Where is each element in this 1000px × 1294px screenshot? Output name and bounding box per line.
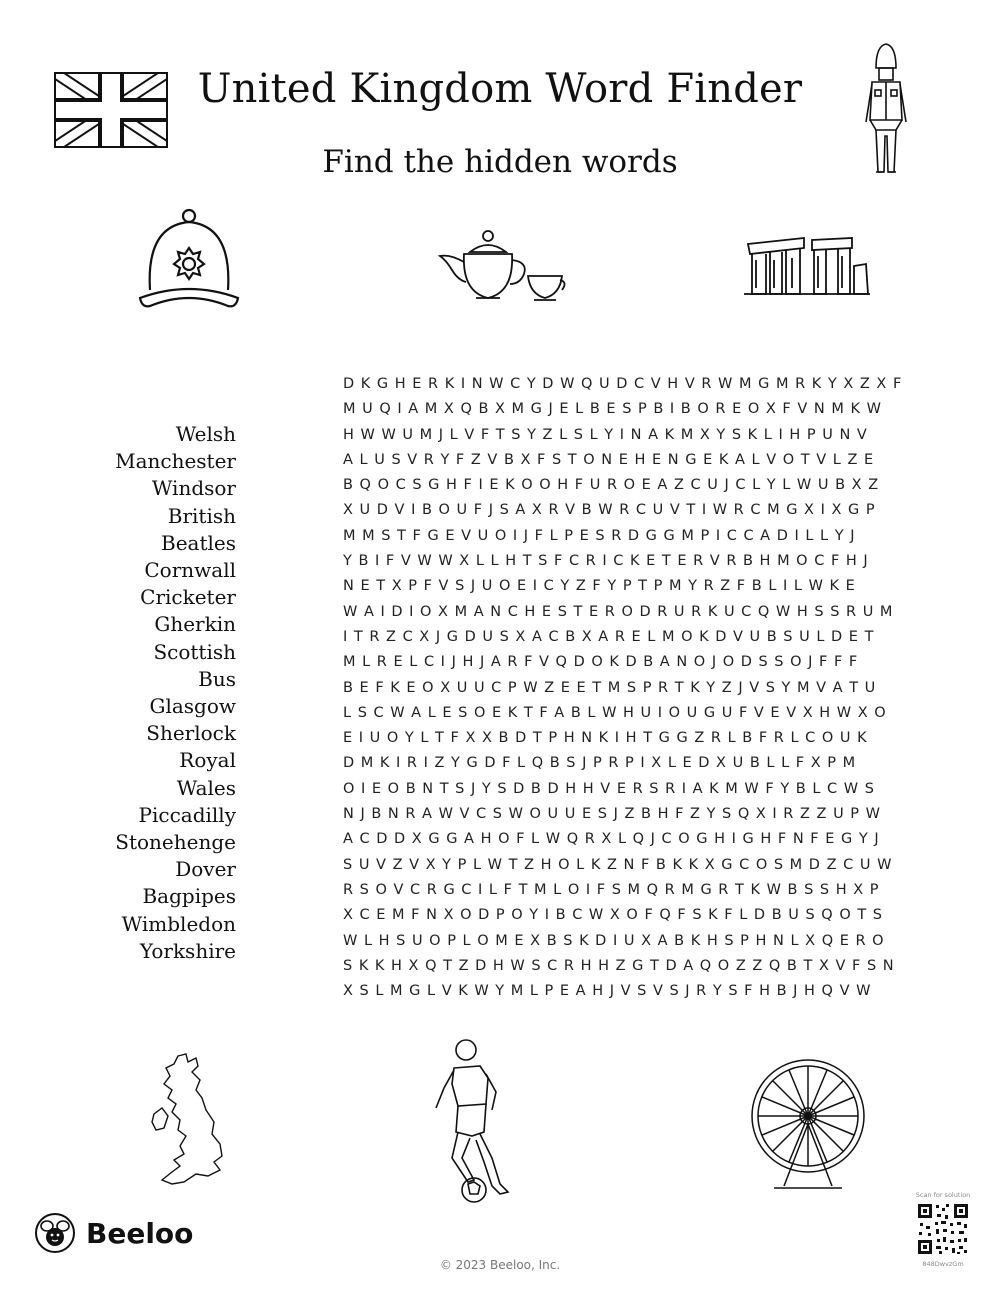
copyright: © 2023 Beeloo, Inc. — [439, 1258, 561, 1272]
word-list-item: Scottish — [153, 639, 236, 664]
qr-code-icon[interactable] — [916, 1202, 970, 1256]
football-player-icon — [428, 1034, 524, 1206]
brand-name: Beeloo — [86, 1216, 194, 1250]
grid-row: I T R Z C X J G D U S X A C B X A R E L M O K D V U B S U L D E T — [343, 628, 875, 645]
grid-row: O I E O B N T S J Y S D B D H H V E R S R I A K M W F Y B L C W S — [343, 780, 875, 797]
union-jack-flag-icon — [54, 72, 168, 148]
grid-row: R S O V C R G C I L F T M L O I F S M Q R M G R T K W B S S H X P — [343, 881, 880, 898]
word-list-item: Manchester — [115, 449, 236, 474]
grid-row: A C D D X G G A H O F L W Q R X L Q J C O G H I G H F N F E G Y J — [343, 831, 880, 848]
grid-row: B E F K E O X U U C P W Z E E T M S P R T K Y Z J V S Y M V A T U — [343, 679, 877, 696]
word-list-item: Sherlock — [146, 721, 236, 746]
grid-row: M L R E L C I J H J A R F V Q D O K D B A N O J O D S S O J F F F — [343, 654, 859, 671]
brand — [34, 1212, 193, 1254]
grid-row: X U D V I B O U F J S A X R V B W R C U V T I W R C M G X I X G P — [343, 502, 876, 519]
word-list-item: British — [167, 503, 236, 528]
stonehenge-icon — [742, 232, 872, 298]
page-subtitle: Find the hidden words — [322, 144, 678, 180]
word-list-item: Bagpipes — [142, 884, 236, 909]
word-list-item: Cricketer — [140, 585, 236, 610]
grid-row: D K G H E R K I N W C Y D W Q U D C V H V R W M G M R K Y X Z X F — [343, 376, 903, 392]
word-list-item: Royal — [179, 748, 236, 773]
grid-row: S U V Z V X Y P L W T Z H O L K Z N F B K K X G C O S M D Z C U W — [343, 856, 893, 873]
grid-row: E I U O Y L T F X X B D T P H N K I H T G G Z R L B F R L C O U K — [343, 730, 868, 747]
word-list-item: Welsh — [175, 422, 236, 446]
word-list-item: Bus — [198, 666, 236, 691]
letter-grid — [343, 372, 902, 1004]
qr-code-label: 848DwvzGm — [922, 1260, 964, 1268]
grid-row: L S C W A L E S O E K T F A B L W H U I O U G U F V E V X H W X O — [343, 704, 887, 721]
grid-row: N E T X P F V S J U O E I C Y Z F Y P T P M Y R Z F B L I L W K E — [343, 578, 856, 595]
grid-row: D M K I R I Z Y G D F L Q B S J P R P I X L E D X U B L L F X P M — [343, 755, 857, 772]
word-list-item: Cornwall — [144, 558, 236, 583]
police-helmet-icon — [136, 206, 242, 314]
grid-row: H W W U M J L V F T S Y Z L S L Y I N A K M X Y S K L I H P U N V — [343, 426, 868, 443]
word-list-item: Windsor — [151, 476, 236, 501]
qr-caption: Scan for solution — [915, 1191, 971, 1199]
page-title: United Kingdom Word Finder — [197, 66, 803, 112]
grid-row: M U Q I A M X Q B X M G J E L B E S P B I B O R E O X F V N M K W — [343, 401, 882, 418]
word-list-item: Piccadilly — [138, 802, 236, 827]
grid-row: A L U S V R Y F Z V B X F S T O N E H E N G E K A L V O T V L Z E — [343, 451, 875, 468]
grid-row: W A I D I O X M A N C H E S T E R O D R U R K U C Q W H S S R U M — [343, 603, 894, 620]
royal-guard-icon — [862, 40, 910, 180]
word-list-item: Gherkin — [154, 612, 236, 637]
grid-row: N J B N R A W V C S W O U U E S J Z B H F Z Y S Q X I R Z Z U P W — [343, 806, 881, 823]
word-list-item: Wales — [176, 775, 236, 800]
grid-row: X C E M F N X O D P O Y I B C W X O F Q F S K F L D B U S Q O T S — [343, 907, 884, 924]
teapot-icon — [436, 228, 568, 304]
grid-row: Y B I F V W W X L L H T S F C R I C K E T E R V R B H M O C F H J — [343, 553, 869, 570]
grid-row: B Q O C S G H F I E K O O H F U R O E A Z C U J C L Y L W U B X Z — [343, 477, 880, 494]
word-list-item: Wimbledon — [121, 911, 236, 936]
grid-row: S K K H X Q T Z D H W S C R H H Z G T D A Q O Z Z Q B T X V F S N — [343, 957, 895, 974]
grid-row: X S L M G L V K W Y M L P E A H J V S V S J R Y S F H B J H Q V W — [343, 983, 872, 1000]
uk-map-icon — [150, 1050, 230, 1188]
word-list-item: Beatles — [161, 530, 236, 555]
grid-row: W L H S U O P L O M E X B S K D I U X A B K H S P H N L X Q E R O — [343, 932, 885, 949]
grid-row: M M S T F G E V U O I J F L P E S R D G G M P I C C A D I L L Y J — [343, 527, 856, 544]
word-list — [80, 421, 236, 965]
word-list-item: Glasgow — [149, 694, 236, 719]
london-eye-icon — [744, 1054, 872, 1194]
word-list-item: Yorkshire — [139, 938, 236, 963]
word-list-item: Stonehenge — [115, 830, 236, 855]
word-list-item: Dover — [175, 857, 236, 882]
bee-logo-icon — [34, 1212, 76, 1254]
